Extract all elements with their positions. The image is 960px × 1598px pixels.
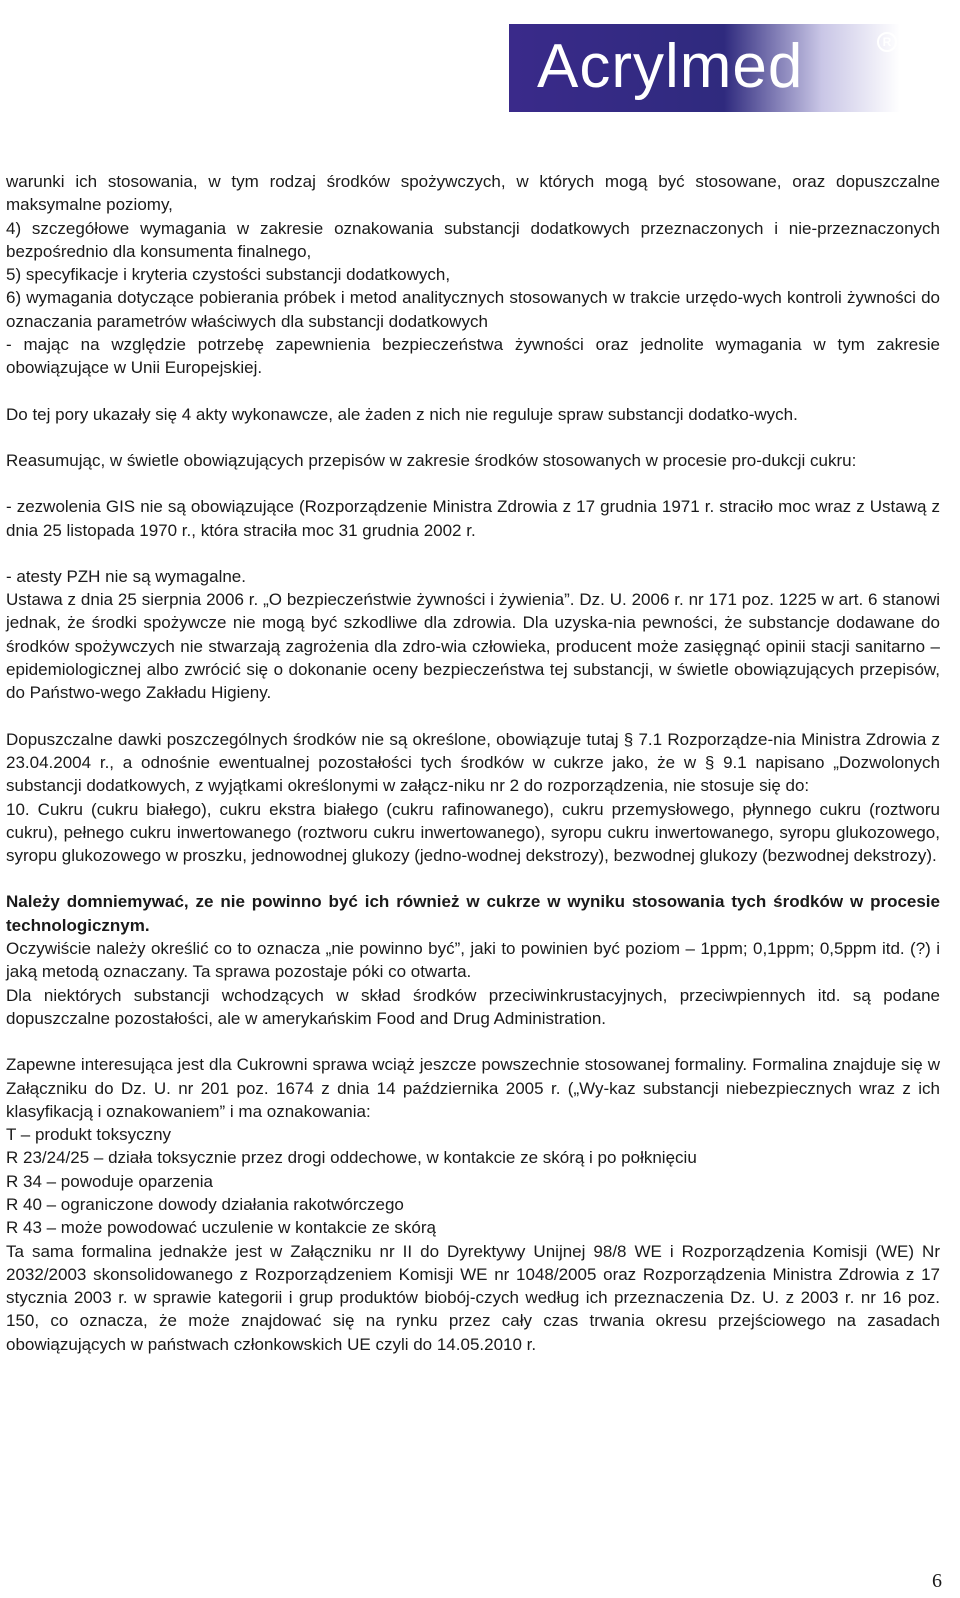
list-item: 5) specyfikacje i kryteria czystości substancji dodatkowych, <box>6 265 451 285</box>
paragraph: Reasumując, w świetle obowiązujących przepisów w zakresie środków stosowanych w procesie pro-dukcji cukru: <box>6 450 857 470</box>
paragraph: Dopuszczalne dawki poszczególnych środków nie są określone, obowiązuje tutaj § 7.1 Rozporządze-nia Ministra Zdrowia z 23.04.2004 r., a odnośnie ewentualnej pozostałości tych środków w cukrze jako, że w § 9.1 napisano „Dozwolonych substancji dodatkowych, z wyjątkami określonymi w załącz-niku nr 2 do rozporządzenia, nie stosuje się do: <box>6 729 940 796</box>
list-item: R 43 – może powodować uczulenie w kontakcie ze skórą <box>6 1218 436 1238</box>
acrylmed-logo <box>509 24 900 112</box>
paragraph: - atesty PZH nie są wymagalne. <box>6 566 246 586</box>
list-item: 6) wymagania dotyczące pobierania próbek i metod analitycznych stosowanych w trakcie urzędo-wych kontroli żywności do oznaczania parametrów właściwych dla substancji dodatkowych <box>6 288 940 331</box>
bold-paragraph: Należy domniemywać, ze nie powinno być ich również w cukrze w wyniku stosowania tych środków w procesie technologicznym. <box>6 892 940 935</box>
document-body <box>6 170 940 1356</box>
list-item: R 23/24/25 – działa toksycznie przez drogi oddechowe, w kontakcie ze skórą i po połknięciu <box>6 1148 697 1168</box>
list-item: 4) szczegółowe wymagania w zakresie oznakowania substancji dodatkowych przeznaczonych i nie-przeznaczonych bezpośrednio dla konsumenta finalnego, <box>6 218 940 261</box>
paragraph: Ta sama formalina jednakże jest w Załączniku nr II do Dyrektywy Unijnej 98/8 WE i Rozporządzenia Komisji (WE) Nr 2032/2003 skonsolidowanego z Rozporządzeniem Komisji WE nr 1048/2005 oraz Rozporządzenia Ministra Zdrowia z 17 stycznia 2003 r. w sprawie kategorii i grup produktów biobój-czych według ich przeznaczenia Dz. U. z 2003 r. nr 16 poz. 150, co oznacza, że może znajdować się na rynku przez cały czas trwania okresu przejściowego na zasadach obowiązujących w państwach członkowskich UE czyli do 14.05.2010 r. <box>6 1241 940 1354</box>
paragraph: 10. Cukru (cukru białego), cukru ekstra białego (cukru rafinowanego), cukru przemysłowego, płynnego cukru (roztworu cukru), pełnego cukru inwertowanego (roztworu cukru inwertowanego), syropu cukru inwertowanego, syropu glukozowego, syropu glukozowego w proszku, jednowodnej glukozy (jedno-wodnej dekstrozy), bezwodnej glukozy (bezwodnej dekstrozy). <box>6 799 940 866</box>
paragraph: Dla niektórych substancji wchodzących w skład środków przeciwinkrustacyjnych, przeciwpiennych itd. są podane dopuszczalne pozostałości, ale w amerykańskim Food and Drug Administration. <box>6 985 940 1028</box>
paragraph: - zezwolenia GIS nie są obowiązujące (Rozporządzenie Ministra Zdrowia z 17 grudnia 1971 r. straciło moc wraz z Ustawą z dnia 25 listopada 1970 r., która straciła moc 31 grudnia 2002 r. <box>6 497 940 540</box>
page-number: 6 <box>932 1570 942 1592</box>
paragraph: warunki ich stosowania, w tym rodzaj środków spożywczych, w których mogą być stosowane, oraz dopuszczalne maksymalne poziomy, <box>6 172 940 215</box>
logo-text: Acrylmed <box>537 32 804 101</box>
list-item: T – produkt toksyczny <box>6 1125 172 1145</box>
registered-mark: R <box>877 32 897 52</box>
paragraph: - mając na względzie potrzebę zapewnienia bezpieczeństwa żywności oraz jednolite wymagania w tym zakresie obowiązujące w Unii Europejskiej. <box>6 335 940 378</box>
list-item: R 40 – ograniczone dowody działania rakotwórczego <box>6 1194 404 1214</box>
list-item: R 34 – powoduje oparzenia <box>6 1171 213 1191</box>
paragraph: Ustawa z dnia 25 sierpnia 2006 r. „O bezpieczeństwie żywności i żywienia”. Dz. U. 2006 r. nr 171 poz. 1225 w art. 6 stanowi jednak, że środki spożywcze nie mogą być szkodliwe dla zdrowia. Dla uzyska-nia pewności, że substancje dodawane do środków spożywczych nie stwarzają zagrożenia dla zdro-wia człowieka, producent może zasięgnąć opinii stacji sanitarno – epidemiologicznej albo zwrócić się o dokonanie oceny bezpieczeństwa tej substancji, w świetle obowiązujących przepisów, do Państwo-wego Zakładu Higieny. <box>6 590 940 703</box>
paragraph: Oczywiście należy określić co to oznacza „nie powinno być”, jaki to powinien być poziom – 1ppm; 0,1ppm; 0,5ppm itd. (?) i jaką metodą oznaczany. Ta sprawa pozostaje póki co otwarta. <box>6 939 940 982</box>
paragraph: Do tej pory ukazały się 4 akty wykonawcze, ale żaden z nich nie reguluje spraw substancji dodatko-wych. <box>6 404 798 424</box>
paragraph: Zapewne interesująca jest dla Cukrowni sprawa wciąż jeszcze powszechnie stosowanej formaliny. Formalina znajduje się w Załączniku do Dz. U. nr 201 poz. 1674 z dnia 14 października 2005 r. („Wy-kaz substancji niebezpiecznych wraz z ich klasyfikacją i oznakowaniem” i ma oznakowania: <box>6 1055 940 1121</box>
